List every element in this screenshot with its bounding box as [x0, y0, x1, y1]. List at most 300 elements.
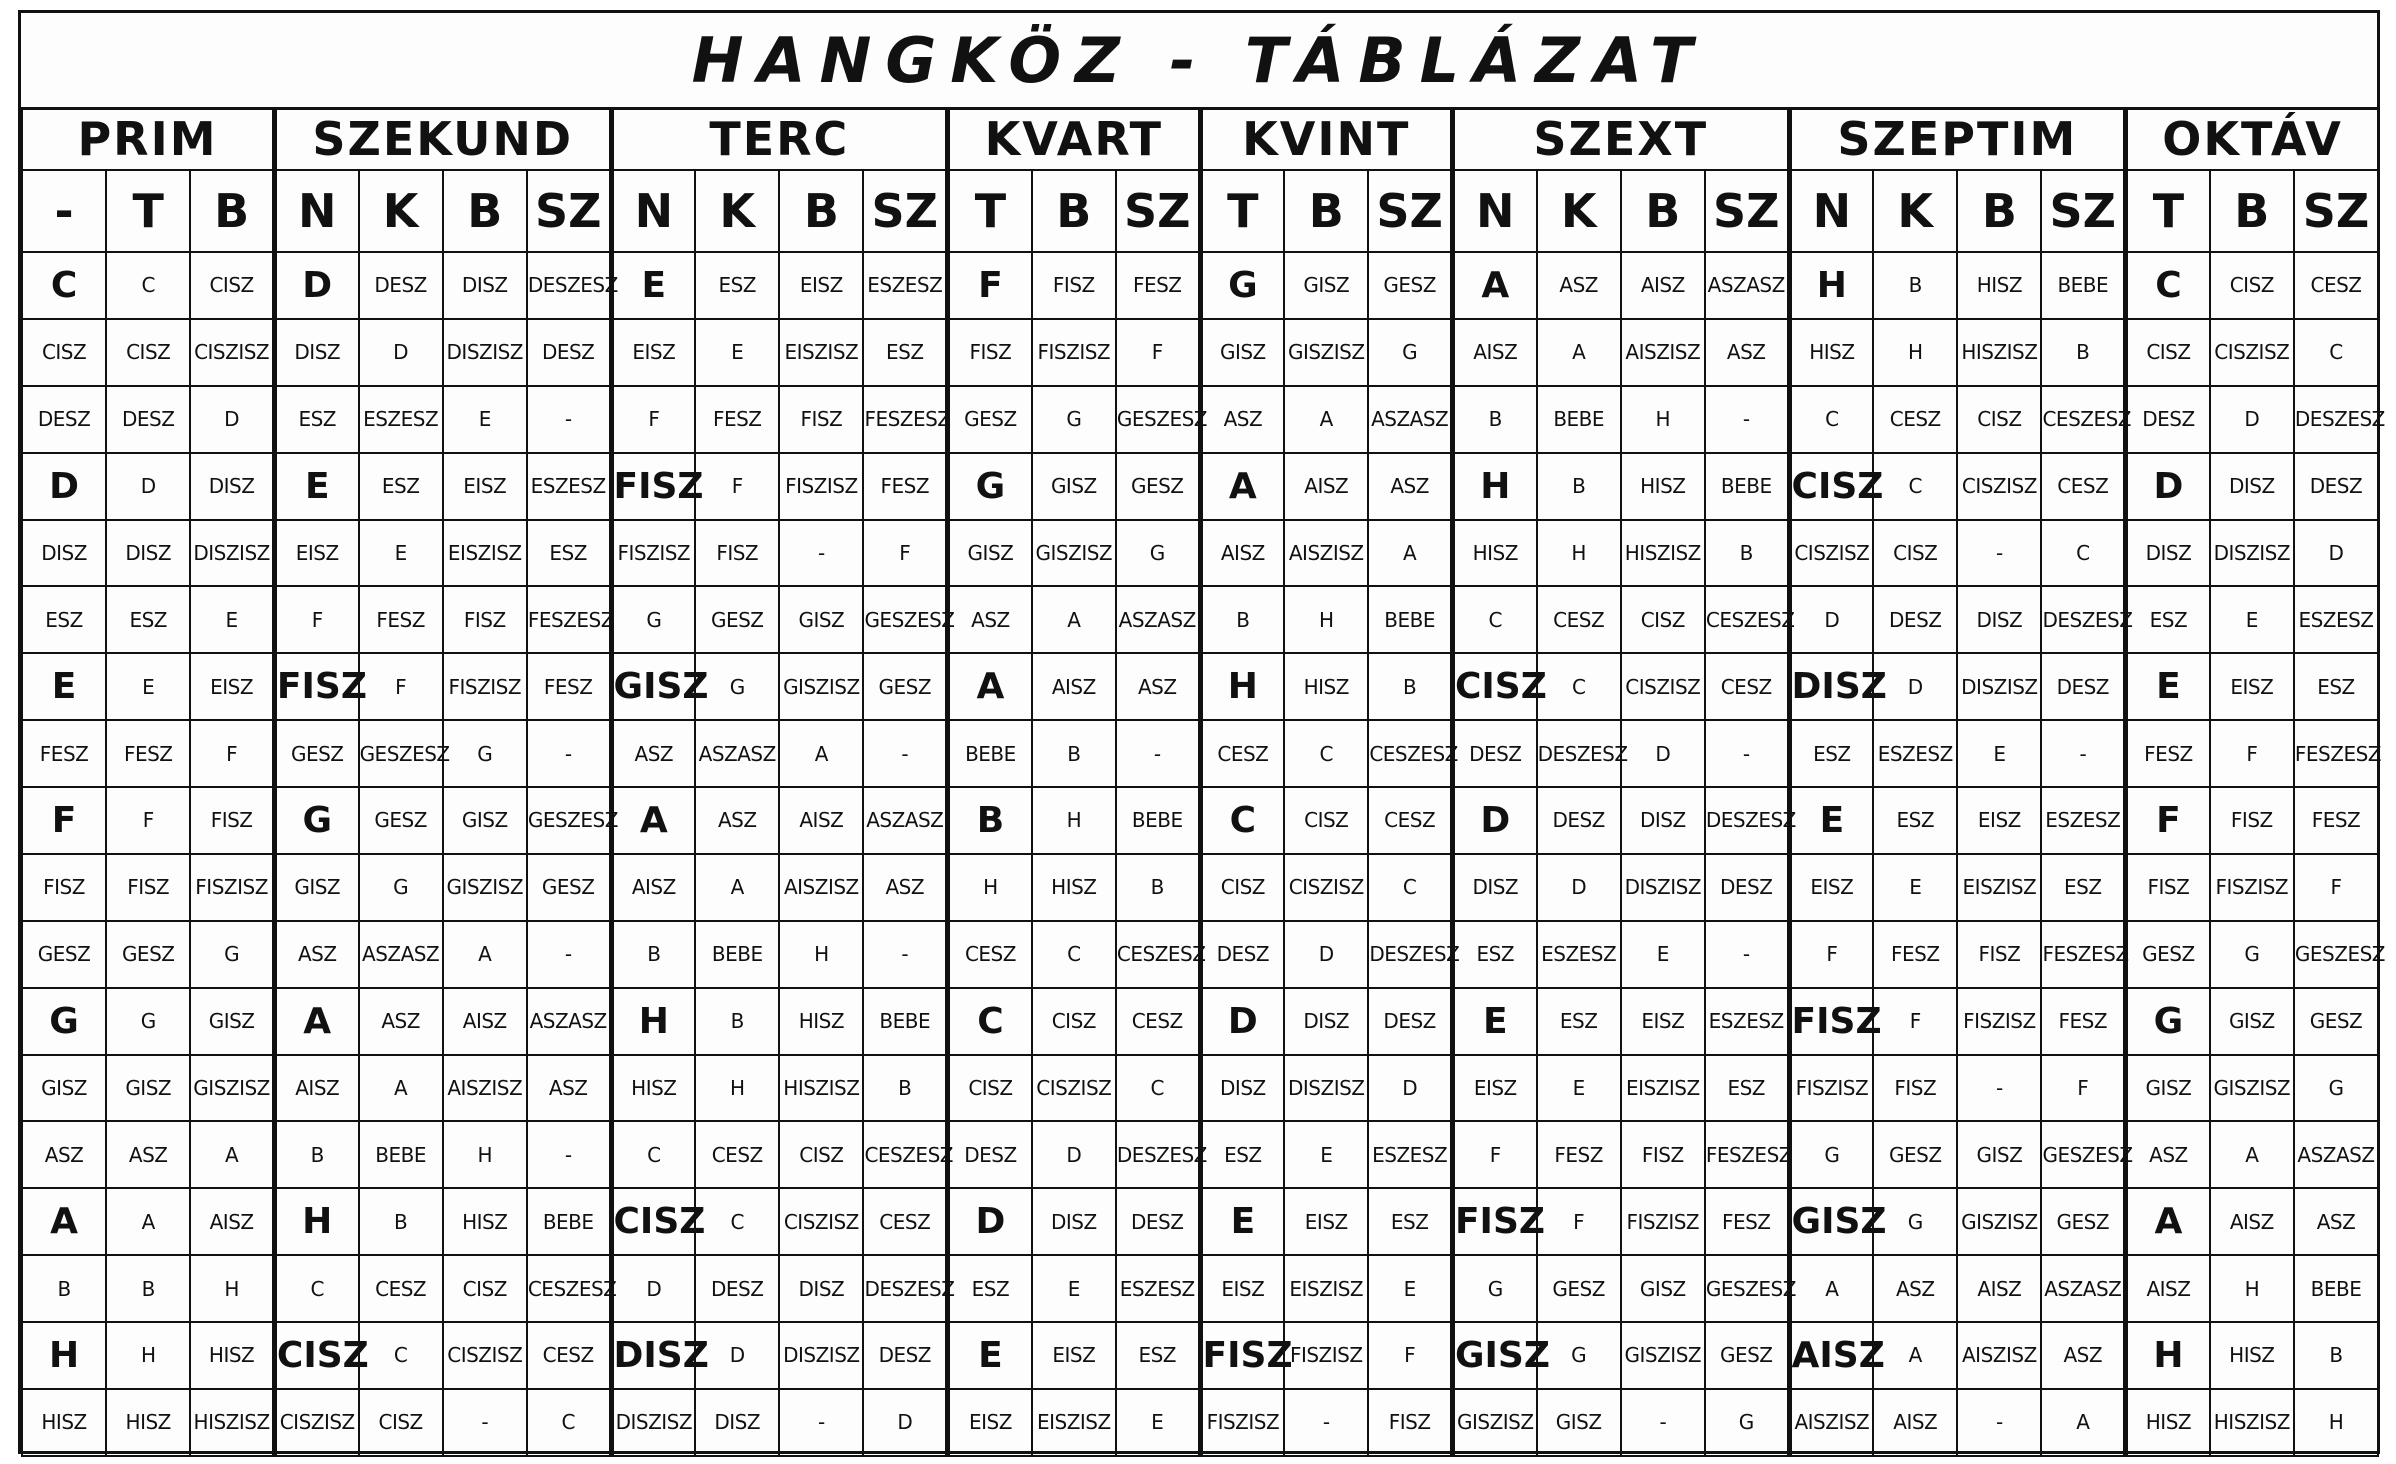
table-cell: DISZISZ — [1284, 1055, 1368, 1122]
table-cell: - — [779, 1389, 863, 1456]
table-cell: A — [1789, 1255, 1873, 1322]
table-cell: GISZISZ — [1452, 1389, 1536, 1456]
quality-header: SZ — [1116, 170, 1200, 252]
table-cell: CESZ — [527, 1322, 611, 1389]
table-cell: DESZ — [1200, 921, 1284, 988]
table-cell: CISZ — [948, 1055, 1032, 1122]
table-cell: ASZASZ — [359, 921, 443, 988]
table-cell: D — [274, 252, 358, 319]
quality-header: B — [779, 170, 863, 252]
table-row — [22, 921, 2378, 988]
group-header: KVART — [948, 108, 1200, 170]
table-cell: CISZ — [779, 1121, 863, 1188]
table-cell: ESZESZ — [1873, 720, 1957, 787]
table-cell: FESZ — [695, 386, 779, 453]
table-cell: CESZ — [695, 1121, 779, 1188]
table-cell: EISZISZ — [1957, 854, 2041, 921]
table-cell: G — [1116, 520, 1200, 587]
table-cell: DESZESZ — [2041, 586, 2125, 653]
table-cell: - — [1957, 1055, 2041, 1122]
quality-header: K — [1537, 170, 1621, 252]
table-cell: DESZESZ — [2294, 386, 2378, 453]
table-cell: B — [359, 1188, 443, 1255]
table-cell: A — [1200, 453, 1284, 520]
table-cell: E — [1116, 1389, 1200, 1456]
table-cell: DESZ — [2294, 453, 2378, 520]
table-cell: CESZESZ — [527, 1255, 611, 1322]
table-cell: FISZ — [1200, 1322, 1284, 1389]
table-cell: FISZ — [1452, 1188, 1536, 1255]
table-cell: H — [779, 921, 863, 988]
table-cell: F — [1537, 1188, 1621, 1255]
table-cell: FESZ — [863, 453, 947, 520]
table-cell: GISZ — [1621, 1255, 1705, 1322]
table-cell: ESZESZ — [1705, 988, 1789, 1055]
quality-header: SZ — [527, 170, 611, 252]
table-cell: CESZ — [359, 1255, 443, 1322]
table-cell: HISZ — [1452, 520, 1536, 587]
table-cell: DISZ — [443, 252, 527, 319]
table-cell: BEBE — [695, 921, 779, 988]
table-cell: ASZASZ — [1116, 586, 1200, 653]
table-cell: AISZ — [1200, 520, 1284, 587]
table-cell: ASZ — [1368, 453, 1452, 520]
table-cell: F — [695, 453, 779, 520]
table-cell: GESZESZ — [2294, 921, 2378, 988]
table-cell: GISZ — [779, 586, 863, 653]
table-cell: FISZ — [1621, 1121, 1705, 1188]
table-cell: - — [1621, 1389, 1705, 1456]
table-cell: CESZ — [2294, 252, 2378, 319]
table-cell: D — [863, 1389, 947, 1456]
table-cell: F — [22, 787, 106, 854]
table-cell: D — [1621, 720, 1705, 787]
table-cell: GISZISZ — [1284, 319, 1368, 386]
table-row — [22, 453, 2378, 520]
table-cell: - — [1957, 520, 2041, 587]
table-cell: CISZ — [1032, 988, 1116, 1055]
table-cell: ESZ — [948, 1255, 1032, 1322]
table-cell: H — [1200, 653, 1284, 720]
table-cell: FISZ — [1957, 921, 2041, 988]
table-cell: C — [948, 988, 1032, 1055]
table-cell: HISZISZ — [779, 1055, 863, 1122]
table-cell: C — [1200, 787, 1284, 854]
table-cell: CESZ — [1116, 988, 1200, 1055]
table-cell: C — [359, 1322, 443, 1389]
table-cell: B — [695, 988, 779, 1055]
table-cell: C — [1789, 386, 1873, 453]
table-cell: CISZ — [1873, 520, 1957, 587]
table-cell: ASZ — [527, 1055, 611, 1122]
table-cell: EISZ — [1621, 988, 1705, 1055]
table-cell: H — [695, 1055, 779, 1122]
table-cell: B — [106, 1255, 190, 1322]
quality-header: K — [695, 170, 779, 252]
table-cell: CESZESZ — [1705, 586, 1789, 653]
table-cell: C — [2294, 319, 2378, 386]
table-cell: A — [2041, 1389, 2125, 1456]
table-cell: E — [611, 252, 695, 319]
table-cell: H — [1032, 787, 1116, 854]
table-cell: ASZ — [611, 720, 695, 787]
table-cell: G — [1032, 386, 1116, 453]
table-cell: CISZISZ — [190, 319, 274, 386]
table-cell: GESZ — [948, 386, 1032, 453]
table-cell: G — [274, 787, 358, 854]
table-cell: DESZ — [527, 319, 611, 386]
table-cell: FISZISZ — [779, 453, 863, 520]
table-cell: DISZISZ — [1621, 854, 1705, 921]
table-cell: H — [948, 854, 1032, 921]
table-cell: CESZ — [1368, 787, 1452, 854]
table-cell: F — [2210, 720, 2294, 787]
table-cell: DISZ — [1957, 586, 2041, 653]
table-cell: D — [1789, 586, 1873, 653]
interval-table — [21, 107, 2385, 1457]
table-cell: ESZ — [2294, 653, 2378, 720]
table-cell: FISZ — [2126, 854, 2210, 921]
table-cell: B — [274, 1121, 358, 1188]
table-cell: F — [2041, 1055, 2125, 1122]
table-cell: B — [2294, 1322, 2378, 1389]
table-cell: AISZISZ — [443, 1055, 527, 1122]
table-cell: G — [443, 720, 527, 787]
table-cell: ESZESZ — [359, 386, 443, 453]
table-cell: GISZISZ — [1957, 1188, 2041, 1255]
table-cell: - — [779, 520, 863, 587]
table-cell: EISZ — [1032, 1322, 1116, 1389]
table-cell: CISZ — [1621, 586, 1705, 653]
table-cell: BEBE — [1705, 453, 1789, 520]
table-cell: - — [863, 720, 947, 787]
table-cell: FISZ — [695, 520, 779, 587]
table-cell: DISZ — [695, 1389, 779, 1456]
table-cell: A — [1873, 1322, 1957, 1389]
table-cell: FESZ — [2294, 787, 2378, 854]
table-cell: CISZ — [1957, 386, 2041, 453]
table-cell: FISZISZ — [1789, 1055, 1873, 1122]
table-cell: CISZ — [443, 1255, 527, 1322]
table-cell: B — [863, 1055, 947, 1122]
table-cell: GISZ — [1032, 453, 1116, 520]
table-cell: D — [1200, 988, 1284, 1055]
table-cell: CESZESZ — [2041, 386, 2125, 453]
table-cell: - — [863, 921, 947, 988]
table-cell: GESZESZ — [359, 720, 443, 787]
group-header: SZEKUND — [274, 108, 611, 170]
table-cell: HISZ — [1957, 252, 2041, 319]
table-cell: C — [611, 1121, 695, 1188]
table-cell: FISZ — [779, 386, 863, 453]
table-cell: A — [1284, 386, 1368, 453]
table-row — [22, 1121, 2378, 1188]
table-cell: EISZ — [443, 453, 527, 520]
table-cell: FESZ — [1705, 1188, 1789, 1255]
table-cell: CISZISZ — [443, 1322, 527, 1389]
table-cell: D — [1368, 1055, 1452, 1122]
table-cell: EISZ — [190, 653, 274, 720]
table-cell: G — [1537, 1322, 1621, 1389]
table-cell: - — [1116, 720, 1200, 787]
table-cell: GESZ — [695, 586, 779, 653]
table-cell: ESZESZ — [1368, 1121, 1452, 1188]
table-cell: E — [695, 319, 779, 386]
table-cell: FESZ — [2126, 720, 2210, 787]
table-cell: DESZ — [1537, 787, 1621, 854]
table-cell: G — [1705, 1389, 1789, 1456]
table-cell: BEBE — [2294, 1255, 2378, 1322]
table-cell: GISZ — [106, 1055, 190, 1122]
table-cell: B — [1200, 586, 1284, 653]
table-cell: CISZ — [1200, 854, 1284, 921]
table-cell: E — [1032, 1255, 1116, 1322]
table-cell: FESZESZ — [863, 386, 947, 453]
table-cell: DESZESZ — [1116, 1121, 1200, 1188]
table-cell: ESZESZ — [863, 252, 947, 319]
table-cell: ASZ — [1116, 653, 1200, 720]
table-cell: DISZISZ — [1957, 653, 2041, 720]
table-cell: F — [2294, 854, 2378, 921]
table-cell: GISZ — [1789, 1188, 1873, 1255]
table-cell: HISZISZ — [190, 1389, 274, 1456]
table-cell: EISZ — [1957, 787, 2041, 854]
table-cell: GESZ — [1116, 453, 1200, 520]
table-cell: CISZISZ — [779, 1188, 863, 1255]
table-cell: H — [1537, 520, 1621, 587]
table-cell: DESZ — [359, 252, 443, 319]
table-cell: ESZESZ — [527, 453, 611, 520]
table-cell: AISZ — [190, 1188, 274, 1255]
table-cell: FESZ — [1537, 1121, 1621, 1188]
table-cell: C — [1537, 653, 1621, 720]
table-cell: ESZ — [527, 520, 611, 587]
table-cell: AISZ — [2210, 1188, 2294, 1255]
quality-header: SZ — [2294, 170, 2378, 252]
table-cell: - — [527, 1121, 611, 1188]
table-cell: B — [22, 1255, 106, 1322]
table-cell: GESZESZ — [1705, 1255, 1789, 1322]
table-cell: ESZ — [22, 586, 106, 653]
table-cell: G — [1368, 319, 1452, 386]
table-cell: F — [274, 586, 358, 653]
table-cell: C — [2041, 520, 2125, 587]
table-cell: ESZ — [1537, 988, 1621, 1055]
table-cell: DISZISZ — [2210, 520, 2294, 587]
table-cell: EISZ — [274, 520, 358, 587]
table-cell: A — [948, 653, 1032, 720]
table-cell: AISZ — [1873, 1389, 1957, 1456]
table-cell: DISZISZ — [443, 319, 527, 386]
table-cell: FESZ — [2041, 988, 2125, 1055]
table-cell: ASZ — [1873, 1255, 1957, 1322]
table-cell: HISZ — [2126, 1389, 2210, 1456]
table-cell: ASZ — [2126, 1121, 2210, 1188]
table-cell: DISZ — [1452, 854, 1536, 921]
table-cell: DESZ — [2126, 386, 2210, 453]
table-cell: F — [1368, 1322, 1452, 1389]
table-cell: H — [2210, 1255, 2294, 1322]
table-cell: H — [1873, 319, 1957, 386]
table-cell: GESZ — [22, 921, 106, 988]
table-cell: A — [779, 720, 863, 787]
table-cell: FESZESZ — [2294, 720, 2378, 787]
table-cell: FISZISZ — [1957, 988, 2041, 1055]
table-cell: ASZ — [863, 854, 947, 921]
table-cell: BEBE — [1537, 386, 1621, 453]
table-cell: CESZESZ — [1368, 720, 1452, 787]
table-row — [22, 1255, 2378, 1322]
table-cell: FISZISZ — [1200, 1389, 1284, 1456]
table-cell: G — [22, 988, 106, 1055]
table-cell: GISZISZ — [1032, 520, 1116, 587]
table-cell: DISZ — [1621, 787, 1705, 854]
table-cell: DESZ — [863, 1322, 947, 1389]
table-cell: G — [1789, 1121, 1873, 1188]
table-cell: ESZ — [1789, 720, 1873, 787]
table-cell: AISZ — [1452, 319, 1536, 386]
table-cell: CISZ — [359, 1389, 443, 1456]
table-cell: DESZESZ — [863, 1255, 947, 1322]
table-cell: DESZ — [22, 386, 106, 453]
table-cell: H — [2126, 1322, 2210, 1389]
table-cell: G — [106, 988, 190, 1055]
table-cell: D — [1284, 921, 1368, 988]
table-cell: F — [2126, 787, 2210, 854]
table-cell: FISZISZ — [1032, 319, 1116, 386]
table-cell: EISZ — [1200, 1255, 1284, 1322]
table-cell: CISZ — [1284, 787, 1368, 854]
table-row — [22, 1389, 2378, 1456]
table-cell: E — [359, 520, 443, 587]
table-cell: H — [22, 1322, 106, 1389]
table-cell: FISZISZ — [2210, 854, 2294, 921]
table-cell: DISZISZ — [611, 1389, 695, 1456]
table-row — [22, 252, 2378, 319]
table-row — [22, 586, 2378, 653]
table-cell: CISZISZ — [1789, 520, 1873, 587]
group-header: SZEPTIM — [1789, 108, 2126, 170]
quality-header: K — [359, 170, 443, 252]
table-cell: GISZ — [443, 787, 527, 854]
table-cell: GISZ — [274, 854, 358, 921]
table-cell: D — [106, 453, 190, 520]
table-cell: GISZ — [611, 653, 695, 720]
table-cell: FISZ — [948, 319, 1032, 386]
table-cell: HISZ — [2210, 1322, 2294, 1389]
table-cell: ESZ — [1705, 1055, 1789, 1122]
table-cell: AISZ — [611, 854, 695, 921]
table-cell: HISZ — [779, 988, 863, 1055]
table-cell: B — [1368, 653, 1452, 720]
table-cell: - — [527, 720, 611, 787]
table-cell: B — [1537, 453, 1621, 520]
table-cell: E — [22, 653, 106, 720]
table-cell: ESZ — [359, 453, 443, 520]
table-cell: FISZISZ — [190, 854, 274, 921]
table-cell: BEBE — [1368, 586, 1452, 653]
table-cell: DISZ — [1032, 1188, 1116, 1255]
table-cell: ASZ — [274, 921, 358, 988]
table-cell: B — [1032, 720, 1116, 787]
table-cell: ASZASZ — [2041, 1255, 2125, 1322]
table-cell: F — [106, 787, 190, 854]
table-cell: FISZ — [1789, 988, 1873, 1055]
table-cell: BEBE — [863, 988, 947, 1055]
table-cell: ASZ — [1705, 319, 1789, 386]
table-cell: DISZ — [106, 520, 190, 587]
quality-header: T — [2126, 170, 2210, 252]
table-cell: C — [22, 252, 106, 319]
table-cell: ASZASZ — [1368, 386, 1452, 453]
table-cell: GISZISZ — [190, 1055, 274, 1122]
table-row — [22, 653, 2378, 720]
table-cell: DESZ — [948, 1121, 1032, 1188]
table-cell: D — [2210, 386, 2294, 453]
table-cell: - — [527, 386, 611, 453]
table-cell: E — [1284, 1121, 1368, 1188]
table-cell: CESZ — [863, 1188, 947, 1255]
table-cell: E — [443, 386, 527, 453]
table-cell: B — [1705, 520, 1789, 587]
table-cell: ASZ — [1200, 386, 1284, 453]
table-cell: FISZISZ — [1621, 1188, 1705, 1255]
table-cell: DISZ — [611, 1322, 695, 1389]
table-cell: G — [611, 586, 695, 653]
table-cell: H — [1621, 386, 1705, 453]
table-cell: DISZ — [1200, 1055, 1284, 1122]
table-cell: A — [359, 1055, 443, 1122]
table-row — [22, 1188, 2378, 1255]
table-cell: - — [527, 921, 611, 988]
table-cell: ASZ — [948, 586, 1032, 653]
table-cell: HISZ — [1621, 453, 1705, 520]
table-cell: GISZ — [1284, 252, 1368, 319]
table-cell: - — [1284, 1389, 1368, 1456]
table-cell: ESZ — [695, 252, 779, 319]
table-cell: GESZ — [2126, 921, 2210, 988]
table-cell: A — [1032, 586, 1116, 653]
table-cell: ESZ — [1873, 787, 1957, 854]
quality-header: N — [274, 170, 358, 252]
table-cell: A — [22, 1188, 106, 1255]
table-cell: HISZ — [190, 1322, 274, 1389]
table-cell: AISZ — [1789, 1322, 1873, 1389]
table-cell: - — [1705, 720, 1789, 787]
table-cell: A — [1368, 520, 1452, 587]
table-cell: ESZ — [1116, 1322, 1200, 1389]
table-cell: D — [1032, 1121, 1116, 1188]
table-cell: A — [106, 1188, 190, 1255]
group-header: PRIM — [22, 108, 274, 170]
group-header: OKTÁV — [2126, 108, 2378, 170]
table-title: HANGKÖZ - TÁBLÁZAT — [21, 13, 2377, 110]
table-cell: CISZISZ — [1032, 1055, 1116, 1122]
table-cell: GISZISZ — [779, 653, 863, 720]
table-cell: H — [1789, 252, 1873, 319]
table-cell: D — [190, 386, 274, 453]
table-cell: DESZESZ — [527, 252, 611, 319]
table-cell: HISZ — [1284, 653, 1368, 720]
table-cell: DISZ — [1284, 988, 1368, 1055]
table-cell: A — [1537, 319, 1621, 386]
table-cell: DISZ — [779, 1255, 863, 1322]
table-cell: DESZ — [2041, 653, 2125, 720]
table-cell: C — [106, 252, 190, 319]
table-cell: FISZ — [1368, 1389, 1452, 1456]
table-cell: C — [1452, 586, 1536, 653]
quality-header: B — [1032, 170, 1116, 252]
